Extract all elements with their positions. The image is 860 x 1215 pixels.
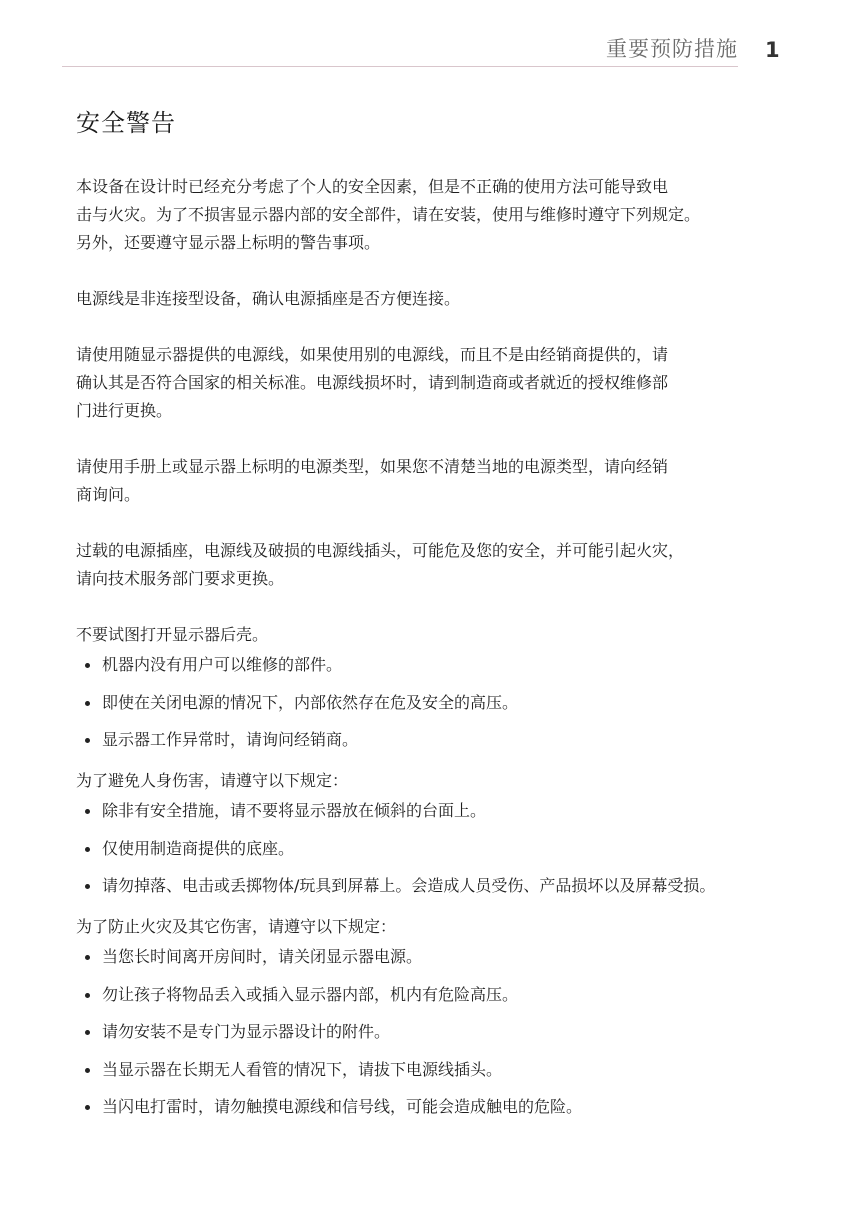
paragraph-power-cord-standard: 请使用随显示器提供的电源线，如果使用别的电源线，而且不是由经销商提供的，请 确认其是否符合国家的相关标准。电源线损坏时，请到制造商或者就近的授权维修部 门进行更换。 xyxy=(76,345,669,420)
list-item-text: 仅使用制造商提供的底座。 xyxy=(102,838,295,858)
group-intro-injury: 为了避免人身伤害，请遵守以下规定： xyxy=(76,771,349,790)
list-item-text: 勿让孩子将物品丢入或插入显示器内部，机内有危险高压。 xyxy=(102,984,519,1004)
page-number: 1 xyxy=(765,38,780,62)
list-item xyxy=(76,943,786,971)
bullet-icon xyxy=(85,993,90,998)
list-item xyxy=(76,797,786,825)
section-title: 安全警告 xyxy=(76,109,176,137)
bullet-list-fire xyxy=(76,943,786,1121)
bullet-icon xyxy=(85,955,90,960)
list-item xyxy=(76,1018,786,1046)
paragraph-safety-intro: 本设备在设计时已经充分考虑了个人的安全因素，但是不正确的使用方法可能导致电 击与火灾。为了不损害显示器内部的安全部件，请在安装，使用与维修时遵守下列规定。 另外，还要遵守显示器上标明的警告事项。 xyxy=(76,177,701,252)
page-header xyxy=(0,0,860,70)
group-intro-housing: 不要试图打开显示器后壳。 xyxy=(76,625,269,644)
list-item-text: 显示器工作异常时，请询问经销商。 xyxy=(102,730,359,749)
bullet-icon xyxy=(85,884,90,889)
bullet-icon xyxy=(85,1030,90,1035)
page-content xyxy=(76,105,786,1134)
list-item xyxy=(76,689,786,717)
bullet-icon xyxy=(85,809,90,814)
header-divider xyxy=(62,66,738,67)
list-item xyxy=(76,835,786,863)
bullet-list-housing xyxy=(76,651,786,754)
paragraph-overload: 过载的电源插座，电源线及破损的电源线插头，可能危及您的安全，并可能引起火灾， 请向技术服务部门要求更换。 xyxy=(76,541,685,588)
list-item-text: 即使在关闭电源的情况下，内部依然存在危及安全的高压。 xyxy=(102,692,519,712)
bullet-icon xyxy=(85,1068,90,1073)
list-item-text: 除非有安全措施，请不要将显示器放在倾斜的台面上。 xyxy=(102,801,487,820)
list-item xyxy=(76,1093,786,1121)
list-item xyxy=(76,651,786,679)
group-intro-fire: 为了防止火灾及其它伤害，请遵守以下规定： xyxy=(76,917,397,936)
list-item xyxy=(76,981,786,1009)
bullet-icon xyxy=(85,738,90,743)
bullet-icon xyxy=(85,663,90,668)
bullet-list-injury xyxy=(76,797,786,900)
list-item xyxy=(76,726,786,754)
paragraph-power-cord-connection: 电源线是非连接型设备，确认电源插座是否方便连接。 xyxy=(76,289,461,308)
list-item xyxy=(76,1056,786,1084)
header-title: 重要预防措施 xyxy=(606,37,738,61)
paragraph-power-type: 请使用手册上或显示器上标明的电源类型，如果您不清楚当地的电源类型，请向经销 商询问。 xyxy=(76,457,669,504)
list-item-text: 请勿掉落、电击或丢掷物体/玩具到屏幕上。会造成人员受伤、产品损坏以及屏幕受损。 xyxy=(102,876,716,895)
list-item-text: 请勿安装不是专门为显示器设计的附件。 xyxy=(102,1022,391,1041)
list-item-text: 当您长时间离开房间时，请关闭显示器电源。 xyxy=(102,947,423,966)
list-item-text: 机器内没有用户可以维修的部件。 xyxy=(102,655,343,674)
bullet-icon xyxy=(85,1105,90,1110)
bullet-icon xyxy=(85,847,90,852)
list-item-text: 当显示器在长期无人看管的情况下，请拔下电源线插头。 xyxy=(102,1059,503,1079)
bullet-icon xyxy=(85,701,90,706)
list-item-text: 当闪电打雷时，请勿触摸电源线和信号线，可能会造成触电的危险。 xyxy=(102,1097,583,1116)
list-item xyxy=(76,872,786,900)
